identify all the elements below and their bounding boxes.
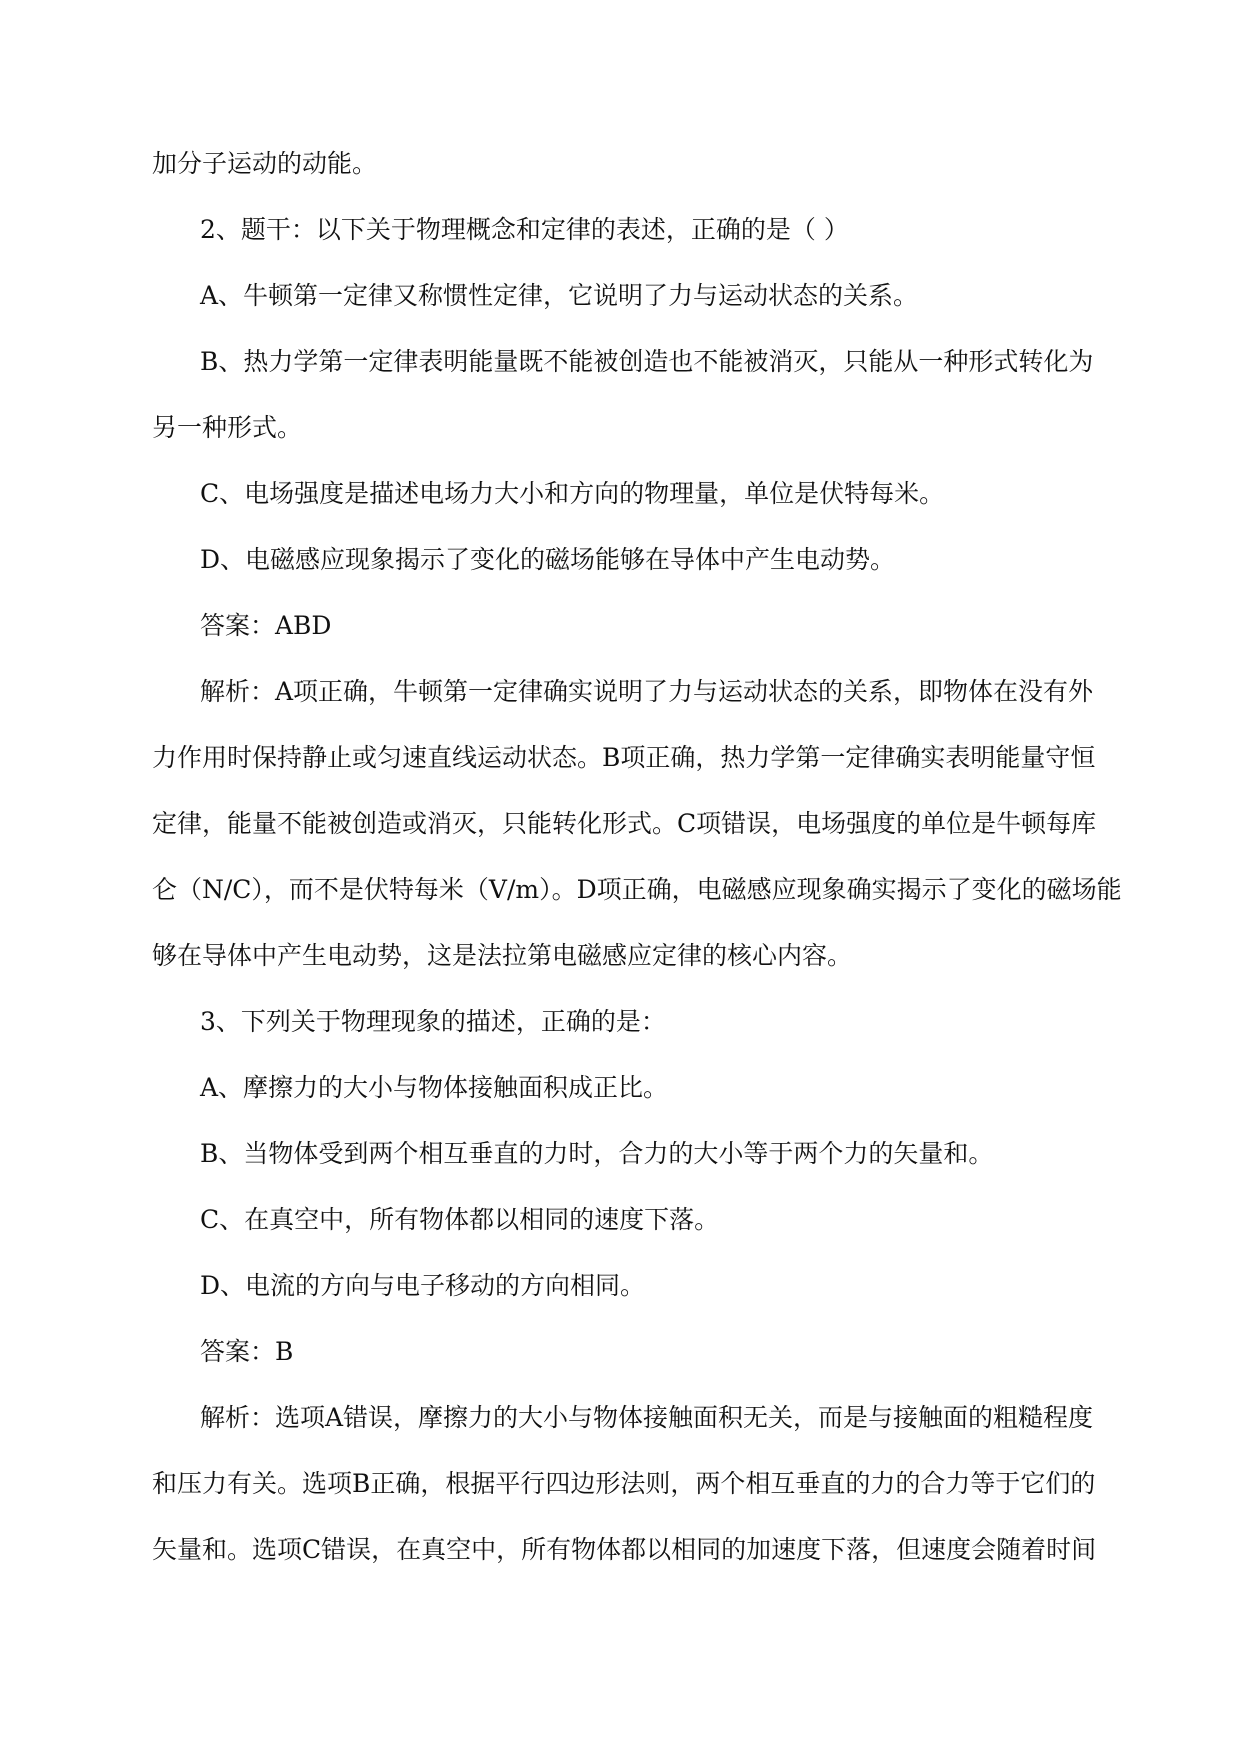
text-line: 和压力有关。选项B正确，根据平行四边形法则，两个相互垂直的力的合力等于它们的 — [152, 1469, 1096, 1498]
question-2-analysis: 解析：A项正确，牛顿第一定律确实说明了力与运动状态的关系，即物体在没有外 — [200, 677, 1094, 706]
question-2-option-b: B、热力学第一定律表明能量既不能被创造也不能被消灭，只能从一种形式转化为 — [200, 347, 1094, 376]
question-3-stem: 3、下列关于物理现象的描述，正确的是： — [200, 1007, 666, 1036]
question-3-option-b: B、当物体受到两个相互垂直的力时，合力的大小等于两个力的矢量和。 — [200, 1139, 994, 1168]
text-line: 仑（N/C），而不是伏特每米（V/m）。D项正确，电磁感应现象确实揭示了变化的磁场能 — [152, 875, 1122, 904]
question-3-answer: 答案：B — [200, 1337, 294, 1366]
text-line: 加分子运动的动能。 — [152, 149, 378, 178]
question-2-option-d: D、电磁感应现象揭示了变化的磁场能够在导体中产生电动势。 — [200, 545, 896, 574]
question-2-option-a: A、牛顿第一定律又称惯性定律，它说明了力与运动状态的关系。 — [200, 281, 919, 310]
question-3-option-a: A、摩擦力的大小与物体接触面积成正比。 — [200, 1073, 669, 1102]
question-2-option-c: C、电场强度是描述电场力大小和方向的物理量，单位是伏特每米。 — [200, 479, 945, 508]
text-line: 力作用时保持静止或匀速直线运动状态。B项正确，热力学第一定律确实表明能量守恒 — [152, 743, 1096, 772]
text-line: 矢量和。选项C错误，在真空中，所有物体都以相同的加速度下落，但速度会随着时间 — [152, 1535, 1097, 1564]
question-3-analysis: 解析：选项A错误，摩擦力的大小与物体接触面积无关，而是与接触面的粗糙程度 — [200, 1403, 1094, 1432]
question-2-stem: 2、题干：以下关于物理概念和定律的表述，正确的是（ ） — [200, 215, 849, 244]
text-line: 定律，能量不能被创造或消灭，只能转化形式。C项错误，电场强度的单位是牛顿每库 — [152, 809, 1097, 838]
text-line: 另一种形式。 — [152, 413, 303, 442]
question-2-answer: 答案：ABD — [200, 611, 332, 640]
question-3-option-d: D、电流的方向与电子移动的方向相同。 — [200, 1271, 646, 1300]
question-3-option-c: C、在真空中，所有物体都以相同的速度下落。 — [200, 1205, 720, 1234]
text-line: 够在导体中产生电动势，这是法拉第电磁感应定律的核心内容。 — [152, 941, 853, 970]
